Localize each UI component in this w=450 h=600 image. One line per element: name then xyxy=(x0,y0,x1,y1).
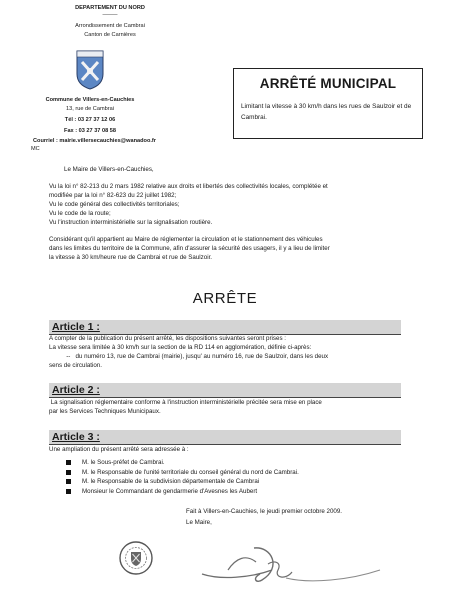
canton-line: Canton de Carnières xyxy=(84,32,136,38)
article-1-line: -- du numéro 13, rue de Cambrai (mairie), jusqu' au numéro 16, rue de Saulzoir, dans les deux xyxy=(49,353,329,360)
considerant-line: la vitesse à 30 km/heure rue de Cambrai et rue de Saulzoir. xyxy=(49,254,213,261)
article-3-bar xyxy=(49,430,401,445)
considerant-line: dans les limites du territoire de la Commune, afin d'assurer la sécurité des usagers, il y a lieu de limiter xyxy=(49,245,330,252)
considerant-line: Considérant qu'il appartient au Maire de réglementer la circulation et le stationnement des véhicules xyxy=(49,236,323,243)
email-line[interactable]: Courriel : mairie.villersecauchies@wanadoo.fr xyxy=(33,138,156,144)
article-1-bar xyxy=(49,320,401,335)
vu-line: modifiée par la loi n° 82-623 du 22 juillet 1982; xyxy=(49,192,177,199)
commune-address: 13, rue de Cambrai xyxy=(66,106,114,112)
vu-line: Vu le code général des collectivités territoriales; xyxy=(49,201,180,208)
article-2-bar xyxy=(49,383,401,398)
fait-line: Fait à Villers-en-Cauchies, le jeudi premier octobre 2009. xyxy=(186,508,343,515)
recipient-list xyxy=(66,458,386,496)
vu-line: Vu la loi n° 82-213 du 2 mars 1982 relative aux droits et libertés des collectivités locales, complétée et xyxy=(49,183,328,190)
header-separator: ——— xyxy=(102,12,118,18)
article-1-line: A compter de la publication du présent arrêté, les dispositions suivantes seront prises : xyxy=(49,335,286,342)
arrondissement-line: Arrondissement de Cambrai xyxy=(75,23,145,29)
article-1-heading: Article 1 : xyxy=(52,321,100,333)
article-1-line: La vitesse sera limitée à 30 km/h sur la section de la RD 114 en agglomération, définie ci-après: xyxy=(49,344,312,351)
official-seal-icon xyxy=(118,540,154,576)
vu-line: Vu le code de la route; xyxy=(49,210,111,217)
mayor-signature-icon xyxy=(190,540,390,590)
mayor-line: Le Maire de Villers-en-Cauchies, xyxy=(64,166,154,173)
signer-line: Le Maire, xyxy=(186,519,212,526)
mc-initials: MC xyxy=(31,146,40,152)
article-1-line: sens de circulation. xyxy=(49,362,102,369)
commune-name: Commune de Villers-en-Cauchies xyxy=(45,97,135,103)
article-3-line: Une ampliation du présent arrêté sera adressée à : xyxy=(49,446,189,453)
vu-line: Vu l'instruction interministérielle sur la signalisation routière. xyxy=(49,219,213,226)
list-item: M. le Responsable de la subdivision départementale de Cambrai xyxy=(66,477,386,487)
document-subtitle: Limitant la vitesse à 30 km/h dans les rues de Saulzoir et de Cambrai. xyxy=(241,103,412,121)
document-title: ARRÊTÉ MUNICIPAL xyxy=(259,76,397,91)
list-item: M. le Sous-préfet de Cambrai. xyxy=(66,458,386,468)
fax-line: Fax : 03 27 37 08 58 xyxy=(64,128,116,134)
list-item: M. le Responsable de l'unité territoriale du conseil général du nord de Cambrai. xyxy=(66,468,386,478)
article-2-heading: Article 2 : xyxy=(52,384,100,396)
list-item: Monsieur le Commandant de gendarmerie d'Avesnes les Aubert xyxy=(66,487,386,497)
article-2-line: La signalisation réglementaire conforme à l'instruction interministérielle précitée sera mise en place xyxy=(49,399,322,406)
article-2-line: par les Services Techniques Municipaux. xyxy=(49,408,161,415)
arrete-heading: ARRÊTE xyxy=(192,290,258,307)
article-3-heading: Article 3 : xyxy=(52,431,100,443)
town-crest-icon xyxy=(76,50,104,90)
title-box xyxy=(233,68,423,139)
telephone-line: Tél : 03 27 37 12 06 xyxy=(64,117,116,123)
department-name: DEPARTEMENT DU NORD xyxy=(75,5,145,11)
